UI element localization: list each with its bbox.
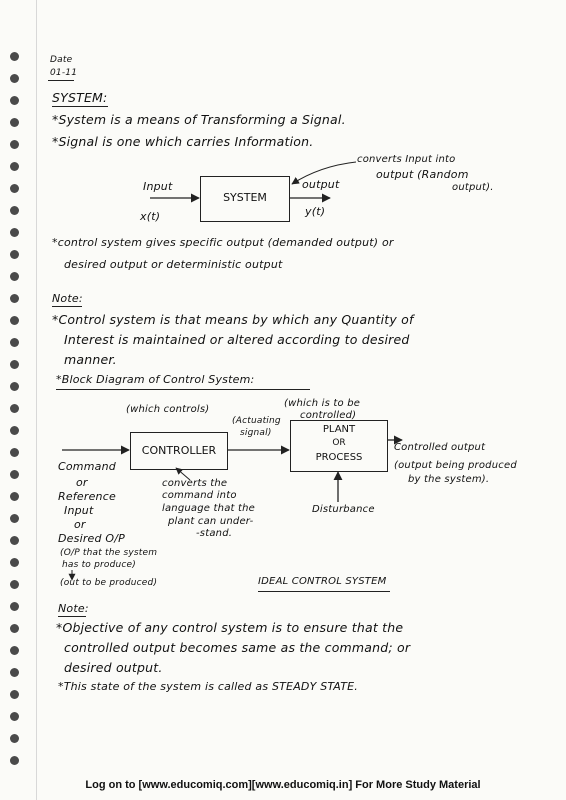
or-label-1: or bbox=[76, 476, 88, 489]
output-function: y(t) bbox=[305, 205, 326, 218]
note-1-label: Note: bbox=[52, 292, 83, 305]
which-controlled-1: (which is to be bbox=[284, 398, 361, 409]
converts-pointer-arrow bbox=[292, 162, 356, 184]
objective-line-3: desired output. bbox=[64, 660, 163, 675]
which-controlled-2: controlled) bbox=[300, 410, 357, 421]
actuating-signal-2: signal) bbox=[240, 428, 272, 438]
input-label: Input bbox=[143, 180, 173, 193]
converts-command-3: language that the bbox=[162, 503, 256, 514]
control-line-2: desired output or deterministic output bbox=[64, 258, 283, 271]
command-label: Command bbox=[58, 460, 116, 473]
cs-definition-2: Interest is maintained or altered according to desired bbox=[64, 332, 410, 347]
reference-label: Reference bbox=[58, 490, 116, 503]
output-being-produced-2: by the system). bbox=[408, 474, 490, 485]
footer-banner: Log on to [www.educomiq.com][www.educomiq.in] For More Study Material bbox=[85, 779, 481, 791]
steady-state-line: *This state of the system is called as STEADY STATE. bbox=[58, 680, 358, 693]
olp-note-3: (out to be produced) bbox=[60, 578, 158, 588]
converts-command-2: command into bbox=[162, 490, 237, 501]
olp-note-1: (O/P that the system bbox=[60, 548, 158, 558]
controlled-output: Controlled output bbox=[394, 442, 486, 453]
note-2-label: Note: bbox=[58, 602, 89, 615]
plant-label: PLANT bbox=[322, 424, 356, 435]
or-label-2: or bbox=[74, 518, 86, 531]
ideal-heading: IDEAL CONTROL SYSTEM bbox=[258, 576, 387, 587]
disturbance-label: Disturbance bbox=[312, 504, 375, 515]
system-definition: *System is a means of Transforming a Signal. bbox=[52, 112, 346, 127]
objective-line-1: *Objective of any control system is to ensure that the bbox=[56, 620, 404, 635]
system-heading: SYSTEM: bbox=[52, 90, 108, 105]
converts-command-1: converts the bbox=[162, 478, 228, 489]
process-label: PROCESS bbox=[315, 452, 363, 463]
date-label: Date bbox=[50, 55, 73, 65]
system-box-label: SYSTEM bbox=[223, 191, 267, 204]
controller-box-label: CONTROLLER bbox=[141, 444, 217, 457]
cs-definition-1: *Control system is that means by which any Quantity of bbox=[52, 312, 414, 327]
converts-command-4: plant can under- bbox=[168, 516, 254, 527]
plant-or-label: OR bbox=[332, 438, 346, 448]
converts-note-3: output). bbox=[452, 182, 494, 193]
converts-note-1: converts Input into bbox=[357, 154, 456, 165]
olp-note-2: has to produce) bbox=[62, 560, 136, 570]
which-controls: (which controls) bbox=[126, 404, 210, 415]
output-being-produced-1: (output being produced bbox=[394, 460, 517, 471]
cs-definition-3: manner. bbox=[64, 352, 117, 367]
converts-command-arrow bbox=[176, 468, 190, 480]
signal-definition: *Signal is one which carries Information. bbox=[52, 134, 314, 149]
desired-op-label: Desired O/P bbox=[58, 532, 125, 545]
objective-line-2: controlled output becomes same as the command; or bbox=[64, 640, 411, 655]
date-value: 01-11 bbox=[50, 68, 78, 78]
converts-command-5: -stand. bbox=[196, 528, 233, 539]
input-function: x(t) bbox=[140, 210, 161, 223]
reference-input-label: Input bbox=[64, 504, 94, 517]
actuating-signal-1: (Actuating bbox=[232, 416, 281, 426]
output-label: output bbox=[302, 178, 340, 191]
converts-note-2: output (Random bbox=[376, 168, 469, 181]
block-heading: *Block Diagram of Control System: bbox=[56, 373, 255, 386]
control-line-1: *control system gives specific output (demanded output) or bbox=[52, 236, 394, 249]
